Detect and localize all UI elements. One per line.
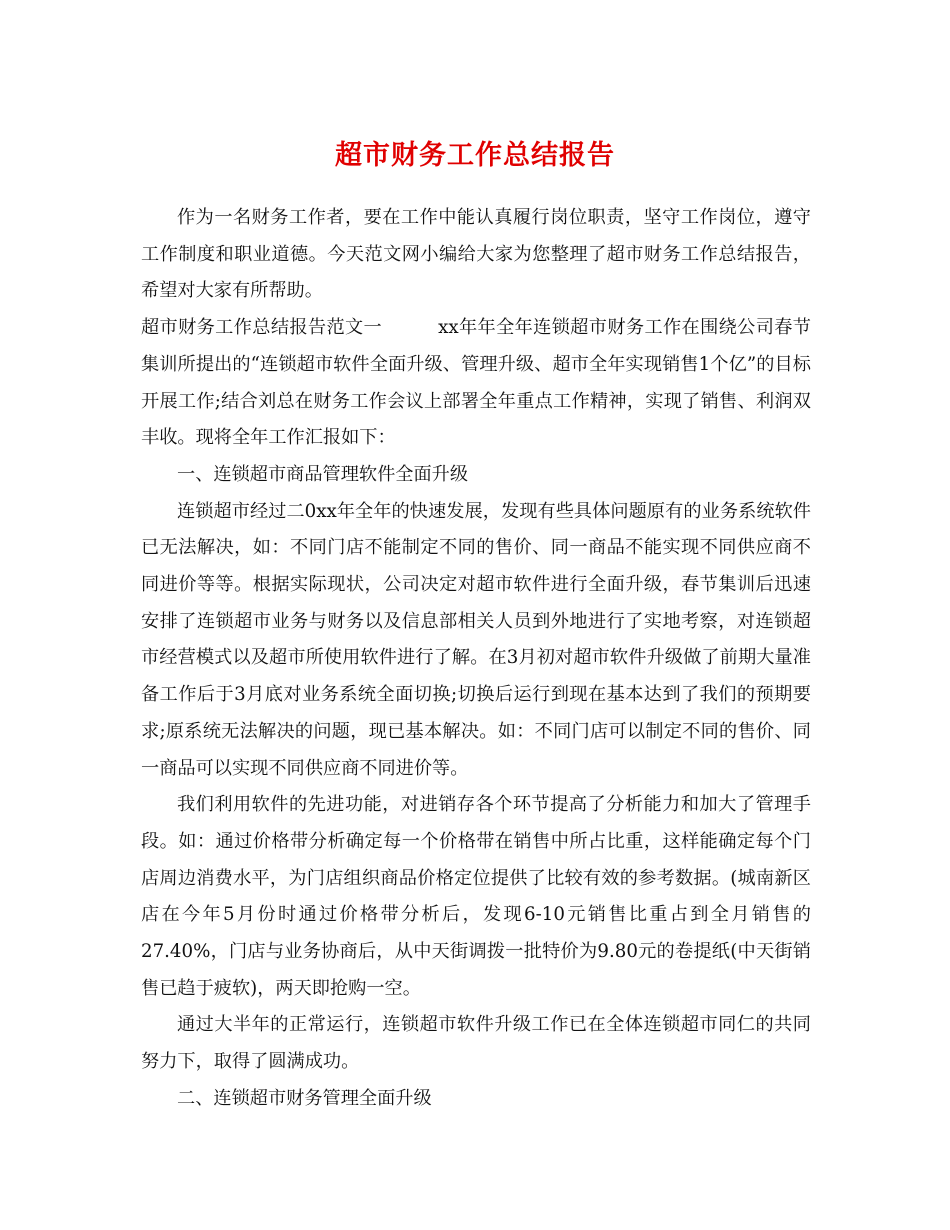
sample-heading: 超市财务工作总结报告范文一 — [141, 317, 383, 339]
body-paragraph-1: 连锁超市经过二0xx年全年的快速发展，发现有些具体问题原有的业务系统软件已无法解决，如：不同门店不能制定不同的售价、同一商品不能实现不同供应商不同进价等等。根据实际现状，公司决定对超市软件进行全面升级，春节集训后迅速安排了连锁超市业务与财务以及信息部相关人员到外地进行了实地考察，对连锁超市经营模式以及超市所使用软件进行了解。在3月初对超市软件升级做了前期大量准备工作后于3月底对业务系统全面切换;切换后运行到现在基本达到了我们的预期要求;原系统无法解决的问题，现已基本解决。如：不同门店可以制定不同的售价、同一商品可以实现不同供应商不同进价等。 — [141, 500, 811, 779]
body-paragraph-2: 我们利用软件的先进功能，对进销存各个环节提高了分析能力和加大了管理手段。如：通过价格带分析确定每一个价格带在销售中所占比重，这样能确定每个门店周边消费水平，为门店组织商品价格定位提供了比较有效的参考数据。(城南新区店在今年5月份时通过价格带分析后，发现6-10元销售比重占到全月销售的27.40%，门店与业务协商后，从中天街调拨一批特价为9.80元的卷提纸(中天街销售已趋于疲软)，两天即抢购一空。 — [141, 794, 811, 999]
intro-paragraph: 作为一名财务工作者，要在工作中能认真履行岗位职责，坚守工作岗位，遵守工作制度和职业道德。今天范文网小编给大家为您整理了超市财务工作总结报告，希望对大家有所帮助。 — [141, 207, 811, 302]
body-paragraph-3: 通过大半年的正常运行，连锁超市软件升级工作已在全体连锁超市同仁的共同努力下，取得了圆满成功。 — [141, 1014, 811, 1073]
section-heading-2: 二、连锁超市财务管理全面升级 — [177, 1087, 432, 1109]
page-title: 超市财务工作总结报告 — [335, 140, 615, 171]
section-heading-1: 一、连锁超市商品管理软件全面升级 — [177, 463, 469, 485]
sample-paragraph — [141, 310, 811, 457]
sample-opening: xx年年全年连锁超市财务工作在围绕公司春节集训所提出的“连锁超市软件全面升级、管理升级、超市全年实现销售1个亿”的目标开展工作;结合刘总在财务工作会议上部署全年重点工作精神，实现了销售、利润双丰收。现将全年工作汇报如下： — [141, 317, 811, 449]
document-body — [141, 200, 811, 1118]
